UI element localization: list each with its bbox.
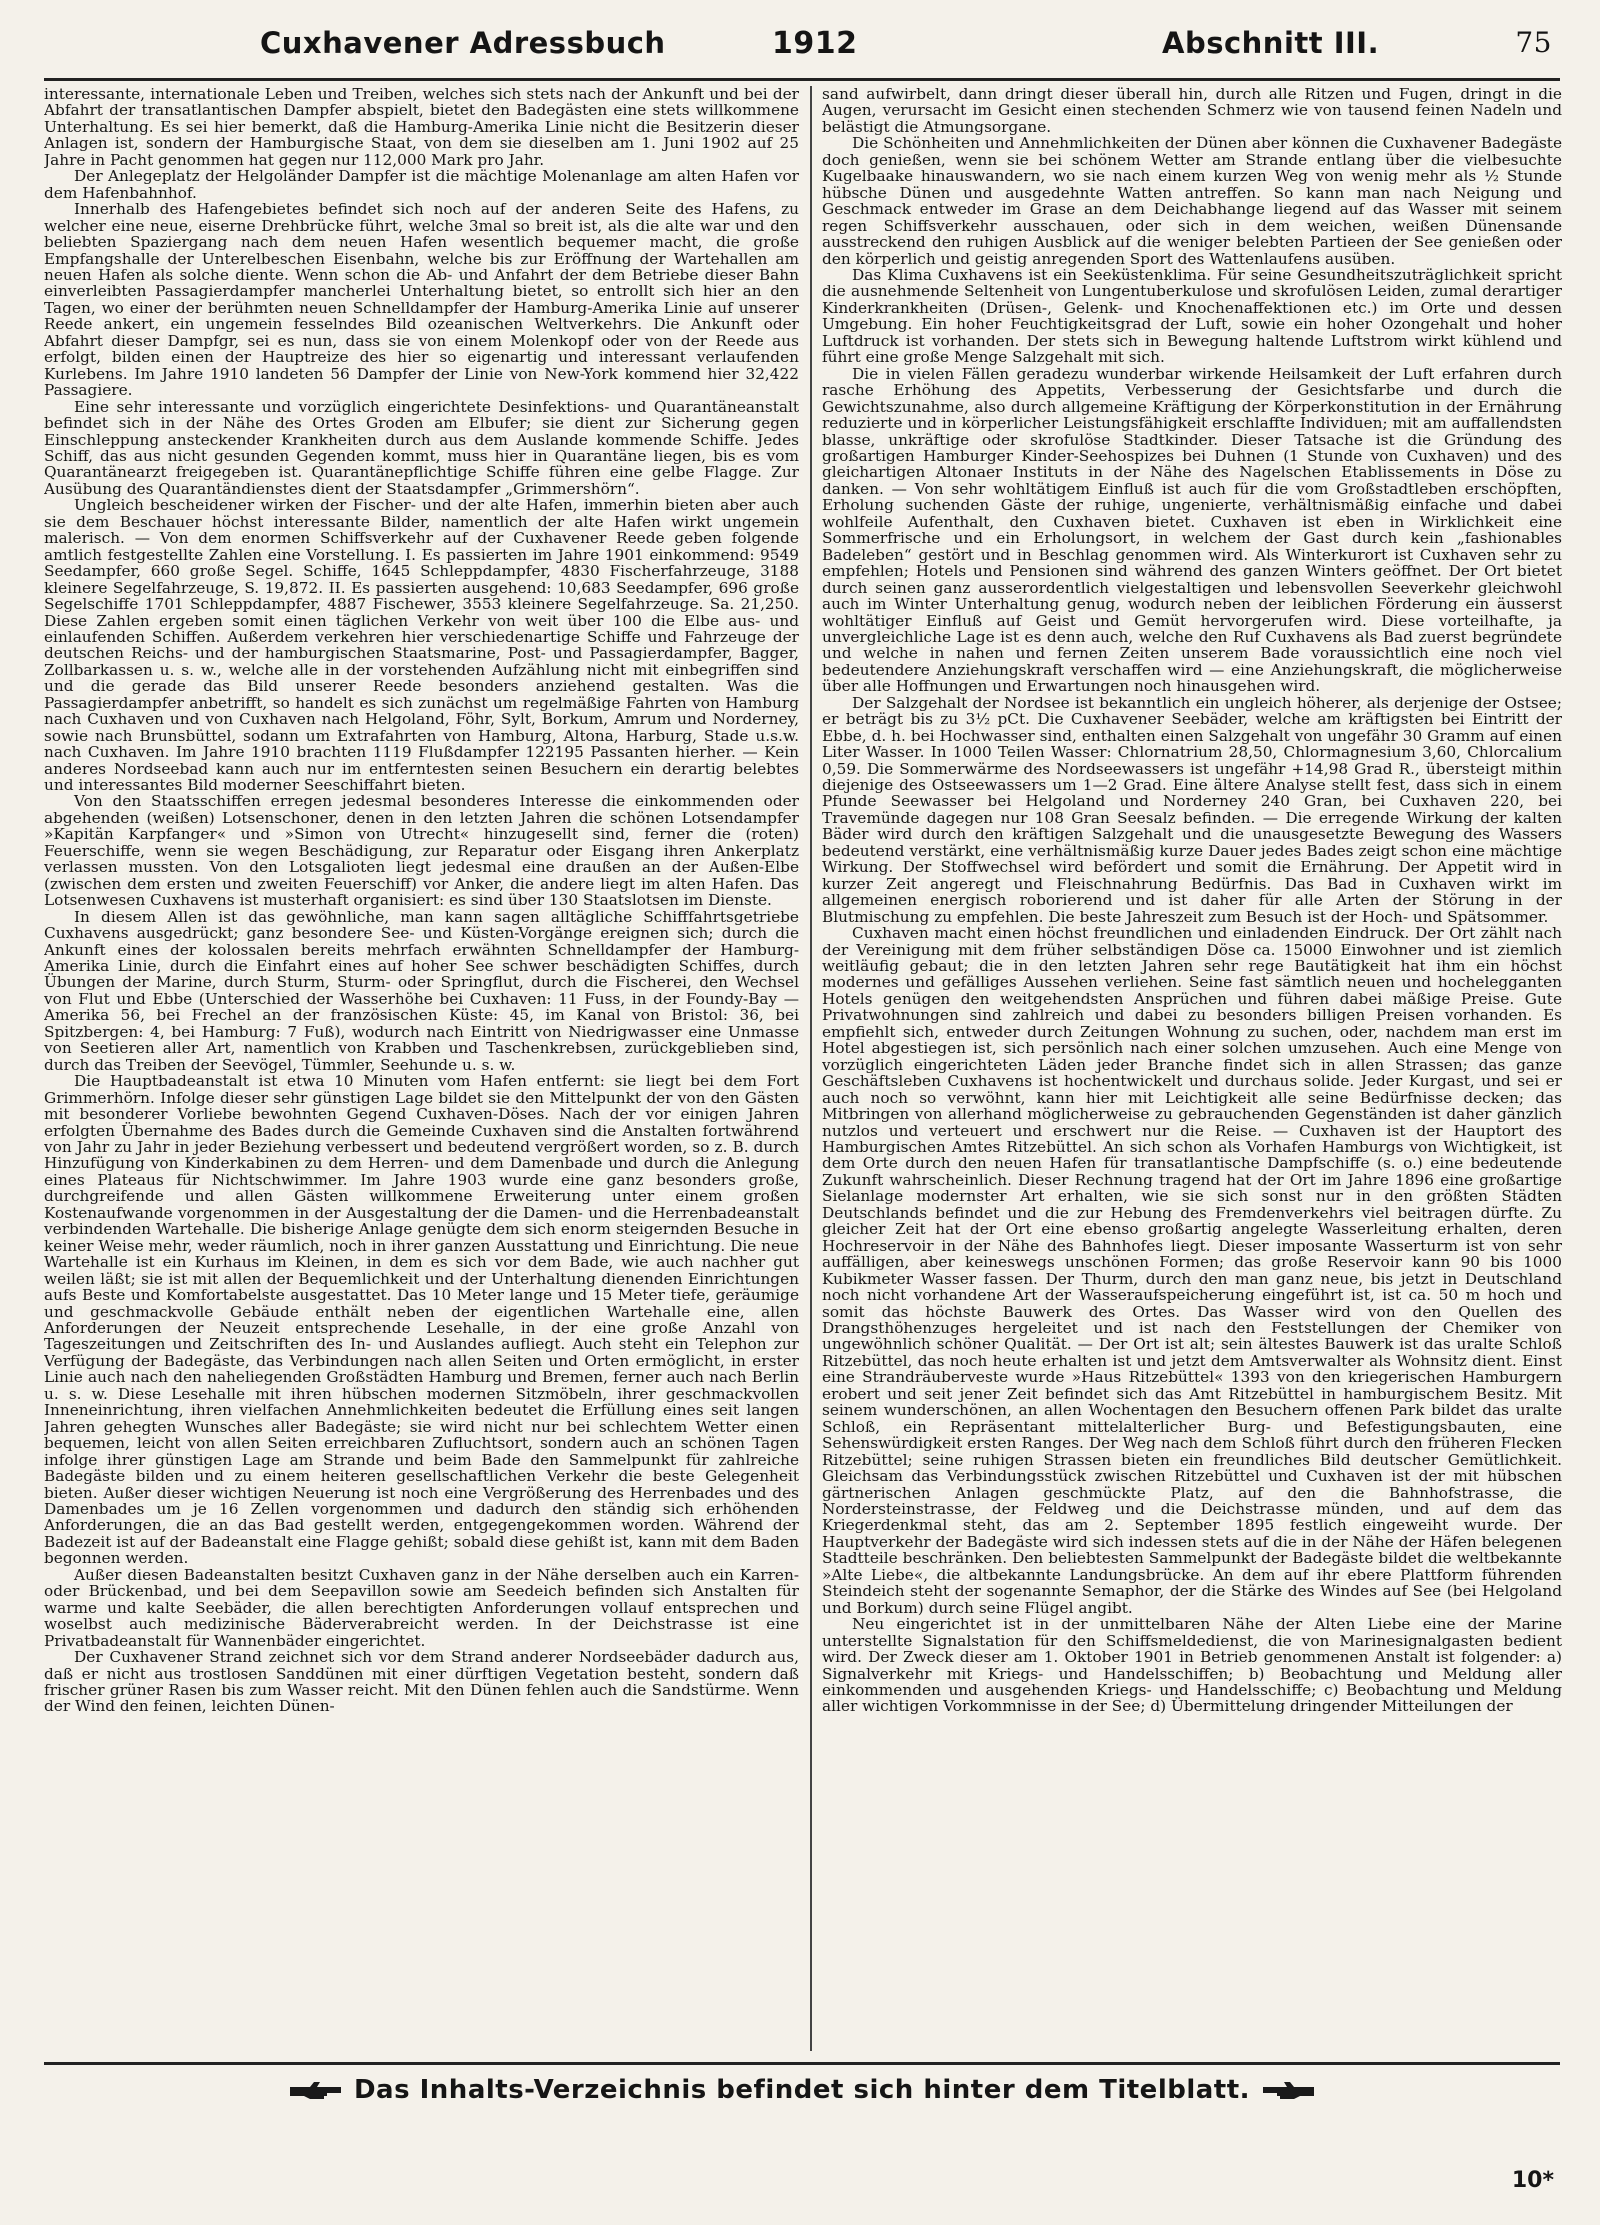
paragraph: Die Hauptbadeanstalt ist etwa 10 Minuten vom Hafen entfernt: sie liegt bei dem Fort Grimmerhörn. Infolge dieser sehr günstigen Lage bildet sie den Mittelpunkt der von den Gästen mit besonderer Vorliebe bewohnten Gegend Cuxhaven-Döses. Nach der vor einigen Jahren erfolgten Übernahme des Bades durch die Gemeinde Cuxhaven sind die Anstalten fortwährend von Jahr zu Jahr in jeder Beziehung verbessert und bedeutend vergrößert worden, so z. B. durch Hinzufügung von Kinderkabinen zu dem Herren- und dem Damenbade und durch die Anlegung eines Plateaus für Nichtschwimmer. Im Jahre 1903 wurde eine ganz besonders große, durchgreifende und allen Gästen willkommene Erweiterung unter einem großen Kostenaufwande vorgenommen in der Ausgestaltung der die Damen- und die Herrenbadeanstalt verbindenden Wartehalle. Die bisherige Anlage genügte dem sich enorm steigernden Besuche in keiner Weise mehr, weder räumlich, noch in ihrer ganzen Ausstattung und Einrichtung. Die neue Wartehalle ist ein Kurhaus im Kleinen, in dem es sich vor dem Bade, wie auch nachher gut weilen läßt; sie ist mit allen der Bequemlichkeit und der Unterhaltung dienenden Einrichtungen aufs Beste und Komfortabelste ausgestattet. Das 10 Meter lange und 15 Meter tiefe, geräumige und geschmackvolle Gebäude enthält neben der eigentlichen Wartehalle eine, allen Anforderungen der Neuzeit entsprechende Lesehalle, in der eine große Anzahl von Tageszeitungen und Zeitschriften des In- und Auslandes aufliegt. Auch steht ein Telephon zur Verfügung der Badegäste, das Verbindungen nach allen Seiten und Orten ermöglicht, in erster Linie auch nach den naheliegenden Großstädten Hamburg und Bremen, ferner auch nach Berlin u. s. w. Diese Lesehalle mit ihren hübschen modernen Sitzmöbeln, ihrer geschmackvollen Inneneinrichtung, ihren vielfachen Annehmlichkeiten bedeutet die Erfüllung eines seit langen Jahren gehegten Wunsches aller Badegäste; sie wird nicht nur bei schlechtem Wetter einen bequemen, leicht von allen Seiten erreichbaren Zufluchtsort, sondern auch an schönen Tagen infolge ihrer günstigen Lage am Strande und beim Bade den Sammelpunkt für zahlreiche Badegäste bilden und zu einem heiteren gesellschaftlichen Verkehr die beste Gelegenheit bieten. Außer dieser wichtigen Neuerung ist noch eine Vergrößerung des Herrenbades und des Damenbades um je 16 Zellen vorgenommen und dadurch den ständig sich erhöhenden Anforderungen, die an das Bad gestellt werden, entgegengekommen worden. Während der Badezeit ist auf der Badeanstalt eine Flagge gehißt; sobald diese gehißt ist, kann mit dem Baden begonnen werden. (44, 1072, 799, 1568)
left-column (44, 86, 799, 2051)
paragraph: Außer diesen Badeanstalten besitzt Cuxhaven ganz in der Nähe derselben auch ein Karren- oder Brückenbad, und bei dem Seepavillon sowie am Seedeich befinden sich Anstalten für warme und kalte Seebäder, die allen berechtigten Anforderungen vollauf entsprechen und woselbst auch medizinische Bäderverabreicht werden. In der Deichstrasse ist eine Privatbadeanstalt für Wannenbäder eingerichtet. (44, 1565, 799, 1650)
page-number: 75 (1515, 26, 1552, 59)
pointing-hand-left-icon (1260, 2079, 1316, 2103)
paragraph: Innerhalb des Hafengebietes befindet sich noch auf der anderen Seite des Hafens, zu welcher eine neue, eiserne Drehbrücke führt, welche 3mal so breit ist, als die alte war und den beliebten Spaziergang nach dem neuen Hafen wesentlich bequemer macht, die große Empfangshalle der Unterelbeschen Eisenbahn, welche bis zur Eröffnung der Wartehallen am neuen Hafen als solche diente. Wenn schon die Ab- und Anfahrt der dem Betriebe dieser Bahn einverleibten Passagierdampfer mancherlei Unterhaltung bietet, so entrollt sich hier an den Tagen, wo einer der berühmten neuen Schnelldampfer der Hamburg-Amerika Linie auf unserer Reede ankert, ein ungemein fesselndes Bild ozeanischen Weltverkehrs. Die Ankunft oder Abfahrt dieser Dampfgr, sei es nun, dass sie von einem Molenkopf oder von der Reede aus erfolgt, bilden einen der Hauptreize des hier so eigenartig und interessant verlaufenden Kurlebens. Im Jahre 1910 landeten 56 Dampfer der Linie von New-York kommend hier 32,422 Passagiere. (44, 200, 799, 400)
signature-mark: 10* (1511, 2168, 1554, 2193)
paragraph: In diesem Allen ist das gewöhnliche, man kann sagen alltägliche Schifffahrtsgetriebe Cuxhavens ausgedrückt; ganz besondere See- und Küsten-Vorgänge ereignen sich; durch die Ankunft eines der kolossalen bereits mehrfach erwähnten Schnelldampfer der Hamburg-Amerika Linie, durch die Einfahrt eines auf hoher See schwer beschädigten Schiffes, durch Übungen der Marine, durch Sturm, Sturm- oder Springflut, durch die Fischerei, den Wechsel von Flut und Ebbe (Unterschied der Wasserhöhe bei Cuxhaven: 11 Fuss, in der Foundy-Bay — Amerika 56, bei Frechel an der französischen Küste: 45, im Kanal von Bristol: 36, bei Spitzbergen: 4, bei Hamburg: 7 Fuß), wodurch nach Eintritt von Niedrigwasser eine Unmasse von Seetieren aller Art, namentlich von Krabben und Taschenkrebsen, zurückgeblieben sind, durch das Treiben der Seevögel, Tümmler, Seehunde u. s. w. (44, 907, 799, 1074)
paragraph: Der Cuxhavener Strand zeichnet sich vor dem Strand anderer Nordseebäder dadurch aus, daß er nicht aus trostlosen Sanddünen mit einer dürftigen Vegetation besteht, sondern daß frischer grüner Rasen bis zum Wasser reicht. Mit den Dünen fehlen auch die Sandstürme. Wenn der Wind den feinen, leichten Dünen- (44, 1648, 799, 1716)
pointing-hand-right-icon (288, 2079, 344, 2103)
book-title: Cuxhavener Adressbuch (260, 26, 666, 60)
page-header (44, 22, 1560, 81)
paragraph: Der Anlegeplatz der Helgoländer Dampfer ist die mächtige Molenanlage am alten Hafen vor dem Hafenbahnhof. (44, 167, 799, 202)
paragraph: interessante, internationale Leben und Treiben, welches sich stets nach der Ankunft und bei der Abfahrt der transatlantischen Dampfer abspielt, bietet den Badegästen eine stets willkommene Unterhaltung. Es sei hier bemerkt, daß die Hamburg-Amerika Linie nicht die Besitzerin dieser Anlagen ist, sondern der Hamburgische Staat, von dem sie dieselben am 1. Juni 1902 auf 25 Jahre in Pacht genommen hat gegen nur 112,000 Mark pro Jahr. (44, 86, 799, 169)
right-column (822, 86, 1562, 2051)
paragraph: Die Schönheiten und Annehmlichkeiten der Dünen aber können die Cuxhavener Badegäste doch genießen, wenn sie bei schönem Wetter am Strande entlang über die vielbesuchte Kugelbaake hinauswandern, wo sie nach einem kurzen Weg von wenig mehr als ½ Stunde hübsche Dünen und ausgedehnte Watten antreffen. So kann man nach Neigung und Geschmack entweder im Grase an dem Deichabhange liegend auf das Wasser mit seinem regen Schiffsverkehr ausschauen, oder sich in dem weichen, weißen Dünensande ausstreckend den ruhigen Ausblick auf die weniger belebten Partieen der See genießen oder den körperlich und geistig anregenden Sport des Wattenlaufens ausüben. (822, 134, 1562, 268)
paragraph: Neu eingerichtet ist in der unmittelbaren Nähe der Alten Liebe eine der Marine unterstellte Signalstation für den Schiffsmeldedienst, die von Marinesignalgasten bedient wird. Der Zweck dieser am 1. Oktober 1901 in Betrieb genommenen Anstalt ist folgender: a) Signalverkehr mit Kriegs- und Handelsschiffen; b) Beobachtung und Meldung aller einkommenden und ausgehenden Kriegs- und Handelsschiffe; c) Beobachtung und Meldung aller wichtigen Vorkommnisse in der See; d) Übermittelung dringender Mitteilungen der (822, 1615, 1562, 1716)
paragraph: Ungleich bescheidener wirken der Fischer- und der alte Hafen, immerhin bieten aber auch sie dem Beschauer höchst interessante Bilder, namentlich der alte Hafen wirkt ungemein malerisch. — Von dem enormen Schiffsverkehr auf der Cuxhavener Reede geben folgende amtlich festgestellte Zahlen eine Vorstellung. I. Es passierten im Jahre 1901 einkommend: 9549 Seedampfer, 660 große Segel. Schiffe, 1645 Schleppdampfer, 4830 Fischerfahrzeuge, 3188 kleinere Segelfahrzeuge, S. 19,872. II. Es passierten ausgehend: 10,683 Seedampfer, 696 große Segelschiffe 1701 Schleppdampfer, 4887 Fischewer, 3553 kleinere Segelfahrzeuge. Sa. 21,250. Diese Zahlen ergeben somit einen täglichen Verkehr von weit über 100 die Elbe aus- und einlaufenden Schiffen. Außerdem verkehren hier verschiedenartige Schiffe und Fahrzeuge der deutschen Reichs- und der hamburgischen Staatsmarine, Post- und Passagierdampfer, Bagger, Zollbarkassen u. s. w., welche alle in der vorstehenden Aufzählung nicht mit einbegriffen sind und die gerade das Bild unserer Reede besonders anziehend gestalten. Was die Passagierdampfer anbetrifft, so handelt es sich zunächst um regelmäßige Fahrten von Hamburg nach Cuxhaven und von Cuxhaven nach Helgoland, Föhr, Sylt, Borkum, Amrum und Norderney, sowie nach Brunsbüttel, sodann um Extrafahrten von Hamburg, Altona, Harburg, Stade u.s.w. nach Cuxhaven. Im Jahre 1910 brachten 1119 Flußdampfer 122195 Passanten hierher. — Kein anderes Nordseebad kann auch nur im entferntesten seinen Besuchern ein derartig belebtes und interessantes Bild moderner Seeschiffahrt bieten. (44, 496, 799, 795)
paragraph: Das Klima Cuxhavens ist ein Seeküstenklima. Für seine Gesundheitszuträglichkeit spricht die ausnehmende Seltenheit von Lungentuberkulose und skrofulösen Leiden, zumal derartiger Kinderkrankheiten (Drüsen-, Gelenk- und Knochenaffektionen etc.) im Orte und dessen Umgebung. Ein hoher Feuchtigkeitsgrad der Luft, sowie ein hoher Ozongehalt und hoher Luftdruck ist vorhanden. Der stets sich in Bewegung haltende Luftstrom wirkt kühlend und führt eine große Menge Salzgehalt mit sich. (822, 265, 1562, 367)
footer-notice (44, 2075, 1560, 2105)
page-footer (44, 2062, 1560, 2111)
column-divider (810, 86, 812, 2051)
section-label: Abschnitt III. (1162, 26, 1380, 60)
paragraph: Von den Staatsschiffen erregen jedesmal besonderes Interesse die einkommenden oder abgehenden (weißen) Lotsenschoner, denen in den letzten Jahren die schönen Lotsendampfer »Kapitän Karpfanger« und »Simon von Utrecht« hinzugesellt sind, ferner die (roten) Feuerschiffe, wenn sie wegen Beschädigung, zur Reparatur oder Eisgang ihren Ankerplatz verlassen mussten. Von den Lotsgalioten liegt jedesmal eine draußen an der Außen-Elbe (zwischen dem ersten und zweiten Feuerschiff) vor Anker, die andere liegt im alten Hafen. Das Lotsenwesen Cuxhavens ist musterhaft organisiert: es sind über 130 Staatslotsen im Dienste. (44, 792, 799, 910)
paragraph: Die in vielen Fällen geradezu wunderbar wirkende Heilsamkeit der Luft erfahren durch rasche Erhöhung des Appetits, Verbesserung der Gesichtsfarbe und durch die Gewichtszunahme, also durch allgemeine Kräftigung der Körperkonstitution in der Ernährung reduzierte und in körperlicher Leistungsfähigkeit erschlaffte Individuen; mit am auffallendsten blasse, unkräftige oder skrofulöse Stadtkinder. Dieser Tatsache ist die Gründung des großartigen Hamburger Kinder-Seehospizes bei Duhnen (1 Stunde von Cuxhaven) und des gleichartigen Altonaer Instituts in der Nähe des Nagelschen Etablissements in Döse zu danken. — Von sehr wohltätigem Einfluß ist auch für die vom Großstadtleben erschöpften, Erholung suchenden Gäste der ruhige, ungenierte, verhältnismäßig einfache und dabei wohlfeile Aufenthalt, den Cuxhaven bietet. Cuxhaven ist eben in Wirklichkeit eine Sommerfrische und ein Erholungsort, in welchem der Gast durch kein „fashionables Badeleben“ gestört und in Beschlag genommen wird. Als Winterkurort ist Cuxhaven sehr zu empfehlen; Hotels und Pensionen sind während des ganzen Winters geöffnet. Der Ort bietet durch seinen ganz ausserordentlich vielgestaltigen und lebensvollen Seeverkehr gleichwohl auch im Winter Unterhaltung genug, wodurch neben der leiblichen Förderung ein äusserst wohltätiger Einfluß auf Geist und Gemüt hervorgerufen wird. Diese vorteilhafte, ja unvergleichliche Lage ist es denn auch, welche den Ruf Cuxhavens als Bad zuerst begründete und welche in nahen und fernen Zeiten unserem Bade voraussichtlich eine noch viel bedeutendere Anziehungskraft verschaffen wird — eine Anziehungskraft, die möglicherweise über alle Hoffnungen und Erwartungen noch hinausgehen wird. (822, 364, 1562, 696)
paragraph: Der Salzgehalt der Nordsee ist bekanntlich ein ungleich höherer, als derjenige der Ostsee; er beträgt bis zu 3½ pCt. Die Cuxhavener Seebäder, welche am kräftigsten bei Eintritt der Ebbe, d. h. bei Hochwasser sind, enthalten einen Salzgehalt von ungefähr 30 Gramm auf einen Liter Wasser. In 1000 Teilen Wasser: Chlornatrium 28,50, Chlormagnesium 3,60, Chlorcalium 0,59. Die Sommerwärme des Nordseewassers ist ungefähr +14,98 Grad R., übersteigt mithin diejenige des Ostseewassers um 1—2 Grad. Eine ältere Analyse stellt fest, dass sich in einem Pfunde Seewasser bei Helgoland und Norderney 240 Gran, bei Cuxhaven 220, bei Travemünde dagegen nur 108 Gran Seesalz befinden. — Die erregende Wirkung der kalten Bäder wird durch den kräftigen Salzgehalt und die unausgesetzte Bewegung des Wassers bedeutend verstärkt, eine verhältnismäßig kurze Dauer jedes Bades zeigt schon eine mächtige Wirkung. Der Stoffwechsel wird befördert und somit die Ernährung. Der Appetit wird in kurzer Zeit angeregt und Fleischnahrung Bedürfnis. Das Bad in Cuxhaven wirkt im allgemeinen energisch roborierend und ist daher für alle Arten der Störung in der Blutmischung zu empfehlen. Die beste Jahreszeit zum Besuch ist der Hoch- und Spätsommer. (822, 693, 1562, 926)
footer-notice-text: Das Inhalts-Verzeichnis befindet sich hinter dem Titelblatt. (353, 2075, 1251, 2105)
paragraph: Eine sehr interessante und vorzüglich eingerichtete Desinfektions- und Quarantäneanstalt befindet sich in der Nähe des Ortes Groden am Elbufer; sie dient zur Sicherung gegen Einschleppung ansteckender Krankheiten durch aus dem Auslande kommende Schiffe. Jedes Schiff, das aus nicht gesunden Gegenden kommt, muss hier in Quarantäne liegen, bis es vom Quarantänearzt freigegeben ist. Quarantänepflichtige Schiffe führen eine gelbe Flagge. Zur Ausübung des Quarantändienstes dient der Staatsdampfer „Grimmershörn“. (44, 397, 799, 498)
paragraph: sand aufwirbelt, dann dringt dieser überall hin, durch alle Ritzen und Fugen, dringt in die Augen, verursacht im Gesicht einen stechenden Schmerz wie von tausend feinen Nadeln und belästigt die Atmungsorgane. (822, 86, 1562, 136)
year: 1912 (772, 26, 858, 61)
paragraph: Cuxhaven macht einen höchst freundlichen und einladenden Eindruck. Der Ort zählt nach der Vereinigung mit dem früher selbständigen Döse ca. 15000 Einwohner und ist ziemlich weitläufig gebaut; die in den letzten Jahren sehr rege Bautätigkeit hat ihm ein höchst modernes und gefälliges Aussehen verliehen. Seine fast sämtlich neuen und hochelegganten Hotels genügen den weitgehendsten Ansprüchen und führen dabei mäßige Preise. Gute Privatwohnungen sind zahlreich und dabei zu besonders billigen Preisen vorhanden. Es empfiehlt sich, entweder durch Zeitungen Wohnung zu suchen, oder, nachdem man erst im Hotel abgestiegen ist, sich persönlich nach einer solchen umzusehen. Auch eine Menge von vorzüglich eingerichteten Läden jeder Branche findet sich in allen Strassen; das ganze Geschäftsleben Cuxhavens ist hochentwickelt und durchaus solide. Jeder Kurgast, und sei er auch noch so verwöhnt, kann hier mit Leichtigkeit alle seine Bedürfnisse decken; das Mitbringen von allerhand möglicherweise zu gebrauchenden Gegenständen ist daher gänzlich nutzlos und verteuert und erschwert nur die Reise. — Cuxhaven ist der Hauptort des Hamburgischen Amtes Ritzebüttel. An sich schon als Vorhafen Hamburgs von Wichtigkeit, ist dem Orte durch den neuen Hafen für transatlantische Dampfschiffe (s. o.) eine bedeutende Zukunft wahrscheinlich. Dieser Rechnung tragend hat der Ort im Jahre 1896 eine großartige Sielanlage modernster Art erhalten, wie sie sich sonst nur in den größten Städten Deutschlands befindet und die zur Hebung des Fremdenverkehrs viel beitragen dürfte. Zu gleicher Zeit hat der Ort eine ebenso großartig angelegte Wasserleitung erhalten, deren Hochreservoir in der Nähe des Bahnhofes liegt. Dieser imposante Wasserturm ist von sehr auffälligen, aber keineswegs unschönen Formen; das große Reservoir kann 90 bis 1000 Kubikmeter Wasser fassen. Der Thurm, durch den man ganz neue, bis jetzt in Deutschland noch nicht vorhandene Art der Wasseraufspeicherung eingeführt ist, ist ca. 50 m hoch und somit das höchste Bauwerk des Ortes. Das Wasser wird von den Quellen des Drangsthöhenzuges hergeleitet und ist nach den Feststellungen der Chemiker von ungewöhnlich schöner Qualität. — Der Ort ist alt; sein ältestes Bauwerk ist das uralte Schloß Ritzebüttel, das noch heute erhalten ist und jetzt dem Amtsverwalter als Wohnsitz dient. Einst eine Strandräuberveste wurde »Haus Ritzebüttel« 1393 von den kriegerischen Hamburgern erobert und seit jener Zeit befindet sich das Amt Ritzebüttel in hamburgischem Besitz. Mit seinem wunderschönen, an allen Wochentagen den Besuchern offenen Park bildet das uralte Schloß, ein Repräsentant mittelalterlicher Burg- und Befestigungsbauten, eine Sehenswürdigkeit ersten Ranges. Der Weg nach dem Schloß führt durch den früheren Flecken Ritzebüttel; seine ruhigen Strassen bieten ein freundliches Bild deutscher Gemütlichkeit. Gleichsam das Verbindungsstück zwischen Ritzebüttel und Cuxhaven ist der mit hübschen gärtnerischen Anlagen geschmückte Platz, auf den die Bahnhofstrasse, die Nordersteinstrasse, der Feldweg und die Deichstrasse münden, und auf dem das Kriegerdenkmal steht, das am 2. September 1895 festlich eingeweiht wurde. Der Hauptverkehr der Badegäste wird sich indessen stets auf die in der Nähe der Häfen belegenen Stadtteile beschränken. Den beliebtesten Sammelpunkt der Badegäste bildet die weltbekannte »Alte Liebe«, die altbekannte Landungsbrücke. An dem auf ihr ebere Plattform führenden Steindeich steht der sogenannte Semaphor, der die Stärke des Windes auf See (bei Helgoland und Borkum) durch seine Flügel angibt. (822, 924, 1562, 1617)
